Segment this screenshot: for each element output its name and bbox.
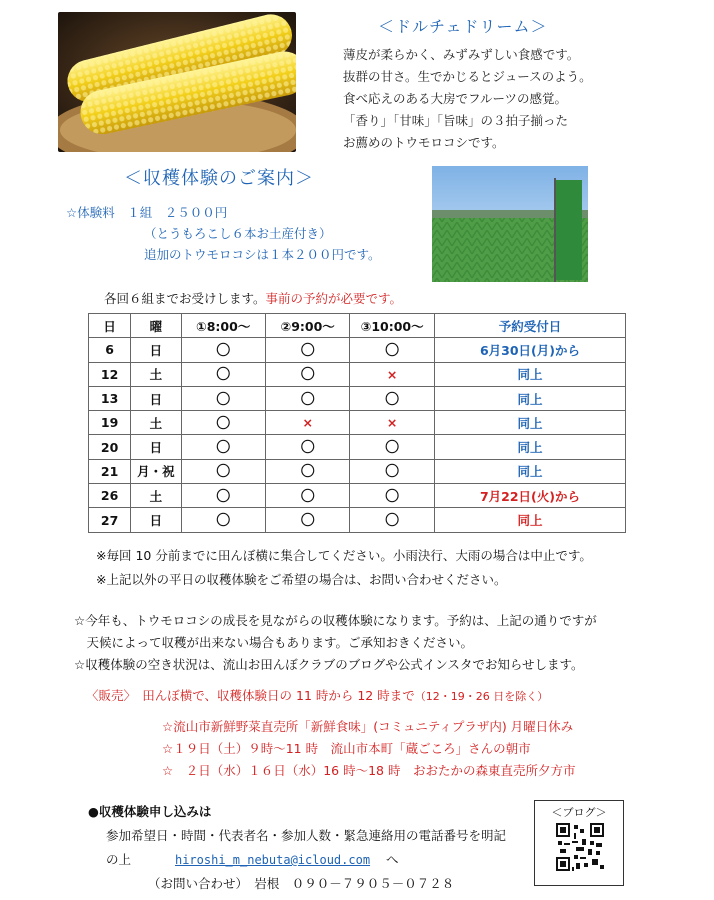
slot3-cell: × — [350, 411, 434, 435]
accept-required: 事前の予約が必要です。 — [265, 291, 403, 306]
info-line: 天候によって収穫が出来ない場合もあります。ご承知おきください。 — [74, 635, 474, 650]
header-weekday: 曜 — [131, 314, 181, 338]
contact-line: （お問い合わせ） 岩根 ０９０－７９０５－０７２８ — [148, 876, 455, 891]
day-cell: 13 — [89, 386, 131, 410]
slot3-cell: 〇 — [350, 508, 434, 532]
schedule-row — [89, 338, 626, 362]
reserve-cell: 同上 — [434, 435, 625, 459]
reserve-cell: 同上 — [434, 386, 625, 410]
day-cell: 20 — [89, 435, 131, 459]
slot1-cell: 〇 — [181, 459, 265, 483]
day-cell: 19 — [89, 411, 131, 435]
accept-text — [104, 289, 402, 307]
slot3-cell: 〇 — [350, 484, 434, 508]
accept-main: 各回６組までお受けします。 — [104, 291, 266, 306]
slot1-cell: 〇 — [181, 484, 265, 508]
fee-label: ☆体験料 １組 ２５００円 — [66, 205, 228, 220]
shop-item: ☆１９日（土）９時～11 時 流山市本町「蔵ごころ」さんの朝市 — [162, 741, 531, 756]
shop-item: ☆ ２日（水）１６日（水）16 時～18 時 おおたかの森東直売所夕方市 — [162, 763, 576, 778]
weekday-cell: 日 — [131, 508, 181, 532]
info-line: ☆今年も、トウモロコシの成長を見ながらの収穫体験になります。予約は、上記の通りですが — [74, 613, 597, 628]
day-cell: 12 — [89, 362, 131, 386]
blog-label: ＜ブログ＞ — [551, 806, 607, 819]
weekday-cell: 日 — [131, 338, 181, 362]
reserve-cell: 6月30日(月)から — [434, 338, 625, 362]
sale-line — [86, 686, 548, 704]
slot2-cell: 〇 — [265, 362, 349, 386]
slot2-cell: × — [265, 411, 349, 435]
schedule-table — [88, 313, 626, 533]
schedule-row — [89, 362, 626, 386]
qr-code-icon[interactable] — [556, 823, 604, 871]
schedule-row — [89, 484, 626, 508]
reserve-cell: 同上 — [434, 362, 625, 386]
slot2-cell: 〇 — [265, 386, 349, 410]
header-slot1: ①8:00～ — [181, 314, 265, 338]
reserve-cell: 同上 — [434, 508, 625, 532]
slot2-cell: 〇 — [265, 435, 349, 459]
slot1-cell: 〇 — [181, 508, 265, 532]
product-intro — [343, 44, 592, 154]
info-line: ☆収穫体験の空き状況は、流山お田んぼクラブのブログや公式インスタでお知らせします。 — [74, 657, 584, 672]
header-day: 日 — [89, 314, 131, 338]
apply-prefix: の上 — [106, 852, 132, 867]
day-cell: 27 — [89, 508, 131, 532]
header-reserve: 予約受付日 — [434, 314, 625, 338]
header-slot3: ③10:00～ — [350, 314, 434, 338]
slot3-cell: × — [350, 362, 434, 386]
slot3-cell: 〇 — [350, 459, 434, 483]
slot2-cell: 〇 — [265, 459, 349, 483]
info-paragraph — [74, 610, 597, 676]
slot1-cell: 〇 — [181, 435, 265, 459]
schedule-row — [89, 386, 626, 410]
field-photo — [432, 166, 588, 282]
intro-line: 抜群の甘さ。生でかじるとジュースのよう。 — [343, 69, 592, 84]
schedule-row — [89, 508, 626, 532]
day-cell: 21 — [89, 459, 131, 483]
harvest-title: ＜収穫体験のご案内＞ — [124, 168, 314, 189]
note-line: ※毎回 10 分前までに田んぼ横に集合してください。小雨決行、大雨の場合は中止です。 — [96, 548, 592, 563]
slot3-cell: 〇 — [350, 338, 434, 362]
slot1-cell: 〇 — [181, 362, 265, 386]
slot3-cell: 〇 — [350, 386, 434, 410]
day-cell: 6 — [89, 338, 131, 362]
header-slot2: ②9:00～ — [265, 314, 349, 338]
slot2-cell: 〇 — [265, 508, 349, 532]
apply-heading: ●収穫体験申し込みは — [88, 804, 212, 819]
shop-item: ☆流山市新鮮野菜直売所「新鮮食味」(コミュニティプラザ内) 月曜日休み — [162, 719, 574, 734]
reserve-cell: 同上 — [434, 459, 625, 483]
intro-line: 薄皮が柔らかく、みずみずしい食感です。 — [343, 47, 580, 62]
reserve-cell: 同上 — [434, 411, 625, 435]
schedule-row — [89, 459, 626, 483]
schedule-row — [89, 435, 626, 459]
day-cell: 26 — [89, 484, 131, 508]
slot2-cell: 〇 — [265, 484, 349, 508]
fee-detail: （とうもろこし６本お土産付き） — [144, 226, 332, 241]
note-line: ※上記以外の平日の収穫体験をご希望の場合は、お問い合わせください。 — [96, 572, 507, 587]
weekday-cell: 日 — [131, 435, 181, 459]
slot1-cell: 〇 — [181, 338, 265, 362]
weekday-cell: 土 — [131, 411, 181, 435]
slot3-cell: 〇 — [350, 435, 434, 459]
schedule-header-row — [89, 314, 626, 338]
email-link[interactable]: hiroshi_m_nebuta@icloud.com — [174, 853, 371, 867]
blog-box[interactable] — [534, 800, 624, 886]
intro-line: 「香り」「甘味」「旨味」の３拍子揃った — [343, 113, 569, 128]
intro-line: 食べ応えのある大房でフルーツの感覚。 — [343, 91, 568, 106]
slot2-cell: 〇 — [265, 338, 349, 362]
apply-line1: 参加希望日・時間・代表者名・参加人数・緊急連絡用の電話番号を明記 — [106, 828, 507, 843]
weekday-cell: 土 — [131, 484, 181, 508]
weekday-cell: 土 — [131, 362, 181, 386]
weekday-cell: 日 — [131, 386, 181, 410]
fee-extra: 追加のトウモロコシは１本２００円です。 — [144, 247, 381, 262]
sale-label: 〈販売〉 — [86, 688, 130, 703]
shop-list — [162, 716, 575, 782]
corn-photo — [58, 12, 296, 152]
slot1-cell: 〇 — [181, 411, 265, 435]
apply-block — [88, 800, 507, 896]
sale-exception: （12・19・26 日を除く） — [414, 690, 549, 703]
reserve-cell: 7月22日(火)から — [434, 484, 625, 508]
weekday-cell: 月・祝 — [131, 459, 181, 483]
fee-block — [66, 202, 381, 265]
slot1-cell: 〇 — [181, 386, 265, 410]
intro-line: お薦めのトウモロコシです。 — [343, 135, 505, 150]
apply-suffix: へ — [386, 852, 399, 867]
product-title: ＜ドルチェドリーム＞ — [378, 17, 548, 36]
schedule-row — [89, 411, 626, 435]
sale-text: 田んぼ横で、収穫体験日の 11 時から 12 時まで — [142, 688, 415, 703]
